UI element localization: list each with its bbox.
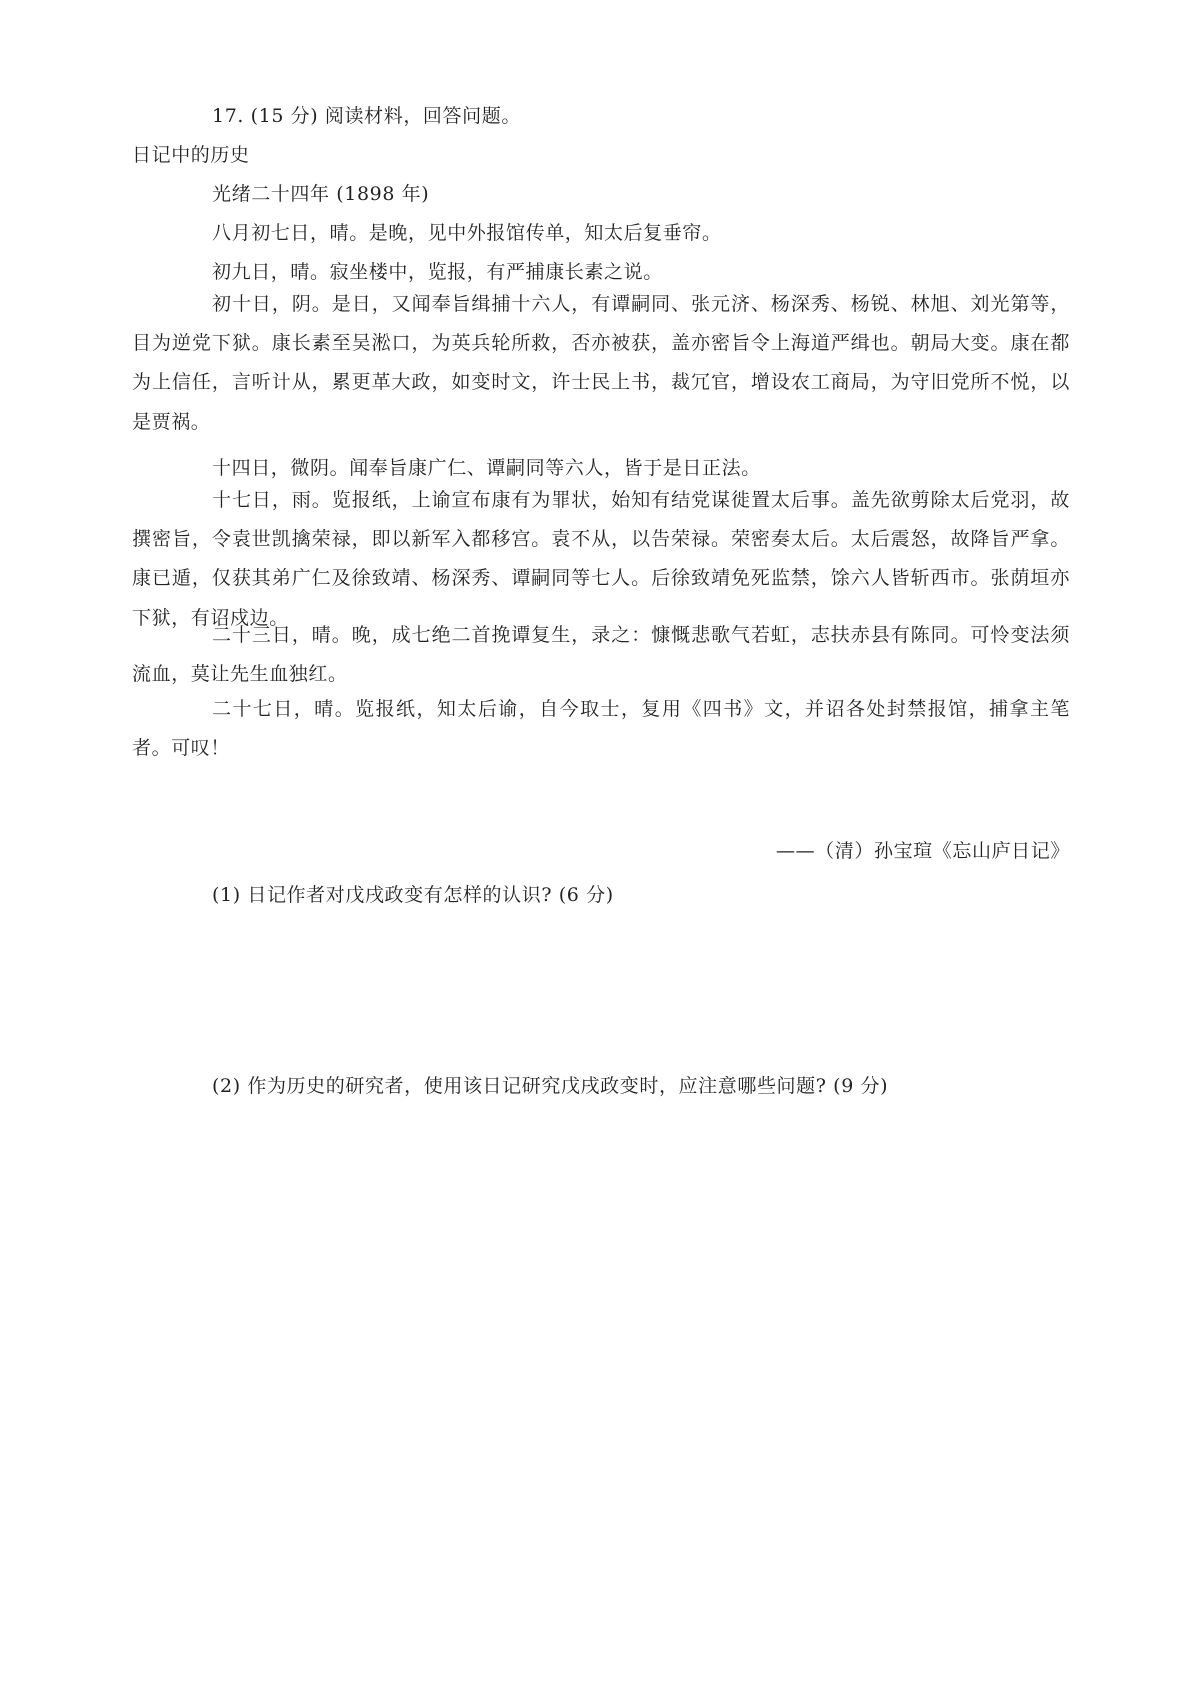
diary-entry-0817: 十七日，雨。览报纸，上谕宣布康有为罪状，始知有结党谋徙置太后事。盖先欲剪除太后党羽，故撰密旨，令袁世凯擒荣禄，即以新军入都移宫。袁不从，以告荣禄。荣密奏太后。太后震怒，故降旨严拿。康已遁，仅获其弟广仁及徐致靖、杨深秀、谭嗣同等七人。后徐致靖免死监禁，馀六人皆斩西市。张荫垣亦下狱，有诏戍边。 [132, 489, 1070, 629]
diary-entry-0823: 二十三日，晴。晚，成七绝二首挽谭复生，录之：慷慨悲歌气若虹，志扶赤县有陈同。可怜变法须流血，莫让先生血独红。 [132, 624, 1070, 686]
diary-entry-0809: 初九日，晴。寂坐楼中，览报，有严捕康长素之说。 [212, 261, 663, 283]
source-citation: ——（清）孙宝瑄《忘山庐日记》 [775, 840, 1070, 862]
section-title: 日记中的历史 [132, 144, 250, 166]
year-line: 光绪二十四年 (1898 年) [212, 183, 430, 205]
sub-question-1: (1) 日记作者对戊戌政变有怎样的认识? (6 分) [212, 884, 614, 906]
diary-entry-0814: 十四日，微阴。闻奉旨康广仁、谭嗣同等六人，皆于是日正法。 [212, 457, 761, 479]
diary-entry-0827: 二十七日，晴。览报纸，知太后谕，自今取士，复用《四书》文，并诏各处封禁报馆，捕拿主笔者。可叹！ [132, 698, 1070, 760]
diary-entry-0807: 八月初七日，晴。是晚，见中外报馆传单，知太后复垂帘。 [212, 222, 722, 244]
diary-entry-0810: 初十日，阴。是日，又闻奉旨缉捕十六人，有谭嗣同、张元济、杨深秀、杨锐、林旭、刘光第等，目为逆党下狱。康长素至吴淞口，为英兵轮所救，否亦被获，盖亦密旨令上海道严缉也。朝局大变。康在都为上信任，言听计从，累更革大政，如变时文，许士民上书，裁冗官，增设农工商局，为守旧党所不悦，以是贾祸。 [132, 293, 1070, 433]
sub-question-2: (2) 作为历史的研究者，使用该日记研究戊戌政变时，应注意哪些问题? (9 分) [212, 1075, 889, 1097]
question-header: 17. (15 分) 阅读材料，回答问题。 [212, 105, 521, 127]
